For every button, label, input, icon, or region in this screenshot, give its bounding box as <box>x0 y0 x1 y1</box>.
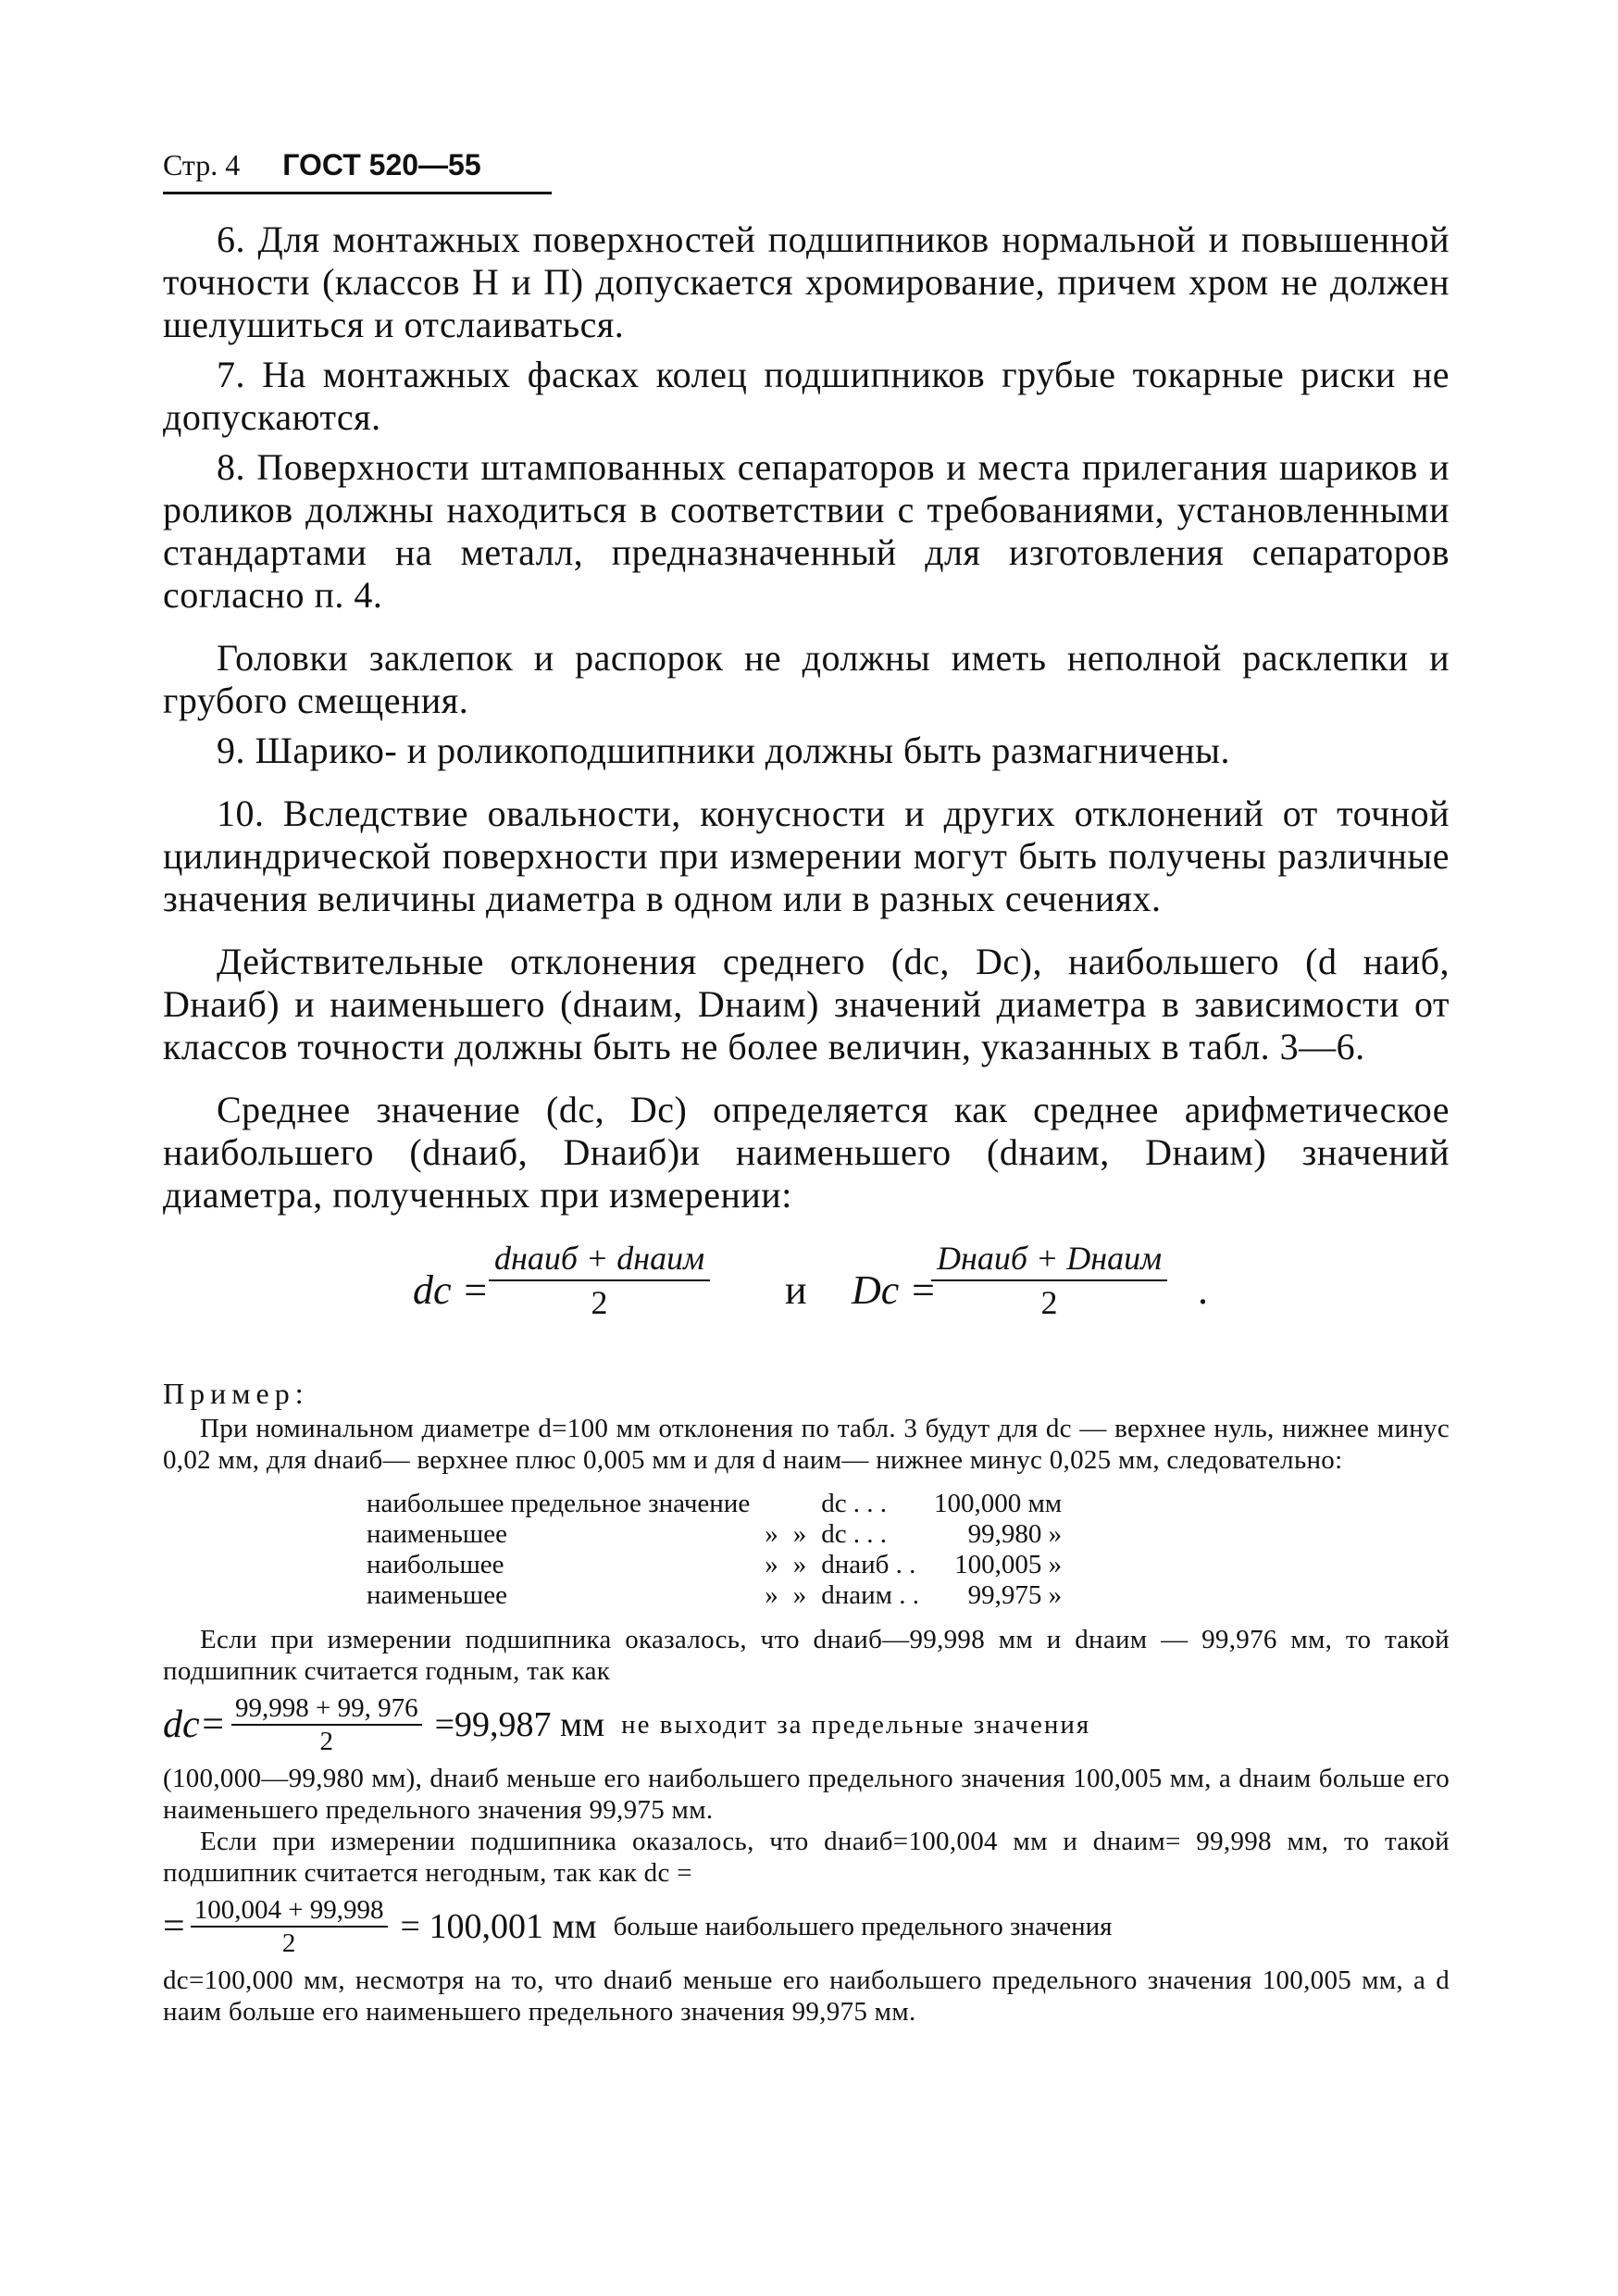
paragraph-9: 9. Шарико- и роликоподшипники должны быть размагничены. <box>217 730 1231 771</box>
row-ditto: » <box>792 1519 807 1549</box>
case1-calculation <box>163 1692 1450 1757</box>
row-symbol: dс . . . <box>821 1489 888 1518</box>
limit-values-table <box>359 1489 1069 1611</box>
document-body <box>163 218 1450 2028</box>
table-row <box>359 1580 1069 1611</box>
case2-fraction <box>191 1894 388 1959</box>
paragraph-deviations: Действительные отклонения среднего (dс, Dс), наибольшего (d наиб, Dнаиб) и наименьшего (dнаим, Dнаим) значений диаметра в зависимости от классов точности должны быть не более величин, указанных в табл. 3—6. <box>163 941 1450 1067</box>
paragraph-7: 7. На монтажных фасках колец подшипников грубые токарные риски не допускаются. <box>163 354 1450 438</box>
row-label: наибольшее <box>367 1550 504 1579</box>
case1-fraction <box>231 1692 422 1757</box>
row-label: наибольшее предельное значение <box>367 1489 751 1518</box>
example-title: Пример: <box>163 1377 309 1410</box>
formula-numerator-d: dнаиб + dнаим <box>489 1239 710 1281</box>
case1-result: =99,987 мм <box>434 1705 605 1744</box>
formula-fraction-d <box>489 1239 710 1322</box>
case1-intro: Если при измерении подшипника оказалось, что dнаиб—99,998 мм и dнаим — 99,976 мм, то такой подшипник считается годным, так как <box>163 1625 1450 1686</box>
standard-code: ГОСТ 520—55 <box>282 148 481 181</box>
case1-lhs: dс= <box>163 1703 226 1746</box>
paragraph-mean-value: Среднее значение (dс, Dс) определяется как среднее арифметическое наибольшего (dнаиб, Dнаиб)и наименьшего (dнаим, Dнаим) значений диаметра, полученных при измерении: <box>163 1089 1450 1216</box>
table-row <box>359 1519 1069 1550</box>
case2-intro: Если при измерении подшипника оказалось, что dнаиб=100,004 мм и dнаим= 99,998 мм, то такой подшипник считается негодным, так как dс = <box>163 1827 1450 1888</box>
paragraph-10: 10. Вследствие овальности, конусности и других отклонений от точной цилиндрической поверхности при измерении могут быть получены различные значения величины диаметра в одном или в разных сечениях. <box>163 792 1450 919</box>
example-intro: При номинальном диаметре d=100 мм отклонения по табл. 3 будут для dс — верхнее нуль, нижнее минус 0,02 мм, для dнаиб— верхнее плюс 0,005 мм и для d наим— нижнее минус 0,025 мм, следовательно: <box>163 1414 1450 1475</box>
paragraph-rivets: Головки заклепок и распорок не должны иметь неполной расклепки и грубого смещения. <box>163 637 1450 721</box>
formula-lhs-D: Dс = <box>852 1267 937 1313</box>
case2-rest: dс=100,000 мм, несмотря на то, что dнаиб меньше его наибольшего предельного значения 100,005 мм, а d наим больше его наименьшего предельного значения 99,975 мм. <box>163 1965 1450 2027</box>
row-label: наименьшее <box>367 1580 507 1610</box>
row-ditto: » <box>765 1519 778 1549</box>
paragraph-8: 8. Поверхности штампованных сепараторов и места прилегания шариков и роликов должны находиться в соответствии с требованиями, установленными стандартами на металл, предназначенный для изготовления сепараторов согласно п. 4. <box>163 446 1450 616</box>
mean-diameter-formula <box>163 1239 1450 1350</box>
case2-result: = 100,001 мм <box>400 1907 597 1946</box>
table-row <box>359 1550 1069 1580</box>
case1-denominator: 2 <box>319 1727 334 1756</box>
case2-calculation <box>163 1894 1450 1959</box>
row-ditto <box>786 1489 815 1519</box>
case2-numerator: 100,004 + 99,998 <box>191 1894 388 1928</box>
formula-conjunction: и <box>785 1267 807 1313</box>
case2-tail: больше наибольшего предельного значения <box>613 1912 1113 1941</box>
row-ditto: » <box>792 1550 807 1579</box>
formula-period: . <box>1198 1267 1208 1313</box>
row-symbol: dнаиб . . <box>821 1550 916 1579</box>
row-value: 100,000 мм <box>933 1489 1063 1518</box>
case1-tail: не выходит за предельные значения <box>621 1710 1091 1740</box>
formula-denominator-d: 2 <box>591 1284 608 1321</box>
row-value: 100,005 » <box>954 1550 1063 1579</box>
row-ditto: » <box>765 1550 778 1579</box>
row-ditto: » <box>765 1580 778 1610</box>
example-section <box>163 1378 1450 2028</box>
case1-rest: (100,000—99,980 мм), dнаиб меньше его наибольшего предельного значения 100,005 мм, а dнаим больше его наименьшего предельного значения 99,975 мм. <box>163 1764 1450 1825</box>
row-symbol: dс . . . <box>821 1519 888 1549</box>
page-header <box>163 148 552 194</box>
row-symbol: dнаим . . <box>821 1580 919 1610</box>
row-value: 99,980 » <box>967 1519 1063 1549</box>
paragraph-6: 6. Для монтажных поверхностей подшипников нормальной и повышенной точности (классов Н и П) допускается хромирование, причем хром не должен шелушиться и отслаиваться. <box>163 218 1450 345</box>
table-row <box>359 1489 1069 1519</box>
case1-numerator: 99,998 + 99, 976 <box>231 1692 422 1726</box>
row-label: наименьшее <box>367 1519 507 1549</box>
case2-denominator: 2 <box>281 1928 296 1958</box>
page-number: Стр. 4 <box>163 148 241 181</box>
formula-numerator-D: Dнаиб + Dнаим <box>931 1239 1167 1281</box>
row-ditto <box>757 1489 786 1519</box>
formula-fraction-D <box>931 1239 1167 1322</box>
row-ditto: » <box>792 1580 807 1610</box>
case2-lhs: = <box>163 1905 185 1948</box>
formula-lhs-d: dс = <box>413 1267 490 1313</box>
row-value: 99,975 » <box>967 1580 1063 1610</box>
formula-denominator-D: 2 <box>1040 1284 1058 1321</box>
